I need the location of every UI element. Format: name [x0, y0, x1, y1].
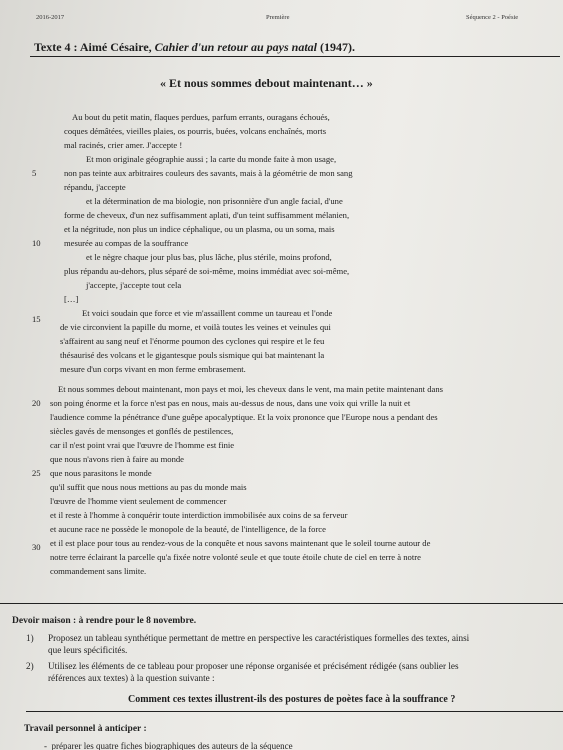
- poem-line: et il est place pour tous au rendez-vous de la conquête et nous savons maintenant que le soleil tourne autour de: [50, 538, 431, 548]
- poem-line: répandu, j'accepte: [64, 182, 126, 192]
- devoir-item-text: Proposez un tableau synthétique permettant de mettre en perspective les caractéristiques formelles des textes, ainsi: [48, 633, 470, 643]
- line-number: 15: [32, 314, 41, 324]
- line-number: 30: [32, 542, 41, 552]
- title-rule: [30, 56, 560, 57]
- devoir-title: Devoir maison : à rendre pour le 8 novembre.: [12, 616, 197, 626]
- poem-line: Et mon originale géographie aussi ; la carte du monde faite à mon usage,: [86, 154, 337, 164]
- poem-line: que nous parasitons le monde: [50, 468, 152, 478]
- poem-line: et le nègre chaque jour plus bas, plus lâche, plus stérile, moins profond,: [86, 252, 332, 262]
- devoir-question: Comment ces textes illustrent-ils des postures de poètes face à la souffrance ?: [128, 694, 456, 705]
- poem-line: siècles gavés de mensonges et gonflés de pestilences,: [50, 426, 234, 436]
- poem-line: mesurée au compas de la souffrance: [64, 238, 189, 248]
- poem-line: Et nous sommes debout maintenant, mon pays et moi, les cheveux dans le vent, ma main petite maintenant dans: [58, 384, 443, 394]
- poem-line: l'œuvre de l'homme vient seulement de commencer: [50, 496, 227, 506]
- poem-line: car il n'est point vrai que l'œuvre de l'homme est finie: [50, 440, 235, 450]
- poem-line: l'audience comme la pénétrance d'une guêpe apocalyptique. Et la voix prononce que l'Europe nous a pendant des: [50, 412, 438, 422]
- poem-line: s'affairent au sang neuf et l'énorme poumon des cyclones qui respire et le feu: [60, 336, 325, 346]
- poem-line: non pas teinte aux arbitraires couleurs des savants, mais à la géométrie de mon sang: [64, 168, 353, 178]
- header-class: Première: [266, 14, 290, 21]
- poem-line: qu'il suffit que nous nous mettions au pas du monde mais: [50, 482, 247, 492]
- header-sequence: Séquence 2 - Poésie: [466, 14, 519, 21]
- line-number: 20: [32, 398, 41, 408]
- poem-line: plus répandu au-dehors, plus séparé de soi-même, moins immédiat avec soi-même,: [64, 266, 350, 276]
- section-rule: [0, 603, 563, 604]
- travail-title: Travail personnel à anticiper :: [24, 724, 147, 734]
- poem-line: notre terre éclairant la parcelle qu'a fixée notre volonté seule et que toute étoile chute de ciel en terre à notre: [50, 552, 421, 562]
- poem-line: thésaurisé des volcans et le gigantesque pouls sismique qui bat maintenant la: [60, 350, 325, 360]
- poem-line: de vie circonvient la papille du morne, et voilà toutes les veines et veinules qui: [60, 322, 331, 332]
- poem-subtitle: « Et nous sommes debout maintenant… »: [160, 76, 373, 90]
- poem-line: que nous n'avons rien à faire au monde: [50, 454, 184, 464]
- devoir-item-text: Utilisez les éléments de ce tableau pour proposer une réponse organisée et précisément rédigée (sans oublier les: [48, 661, 459, 671]
- line-number: 10: [32, 238, 41, 248]
- poem-line: j'accepte, j'accepte tout cela: [86, 280, 182, 290]
- poem-line: et aucune race ne possède le monopole de la beauté, de l'intelligence, de la force: [50, 524, 326, 534]
- text-title: Texte 4 : Aimé Césaire, Cahier d'un retour au pays natal (1947).: [34, 40, 356, 54]
- poem-line: son poing énorme et la force n'est pas en nous, mais au-dessus de nous, dans une voix qui vrille la nuit et: [50, 398, 411, 408]
- poem-line: mal racinés, crier amer. J'accepte !: [64, 140, 183, 150]
- line-number: 25: [32, 468, 41, 478]
- poem-line: et il reste à l'homme à conquérir toute interdiction immobilisée aux coins de sa ferveur: [50, 510, 348, 520]
- travail-item: - préparer les quatre fiches biographiques des auteurs de la séquence: [44, 741, 293, 750]
- section-rule: [26, 711, 563, 712]
- header-year: 2016-2017: [36, 14, 65, 21]
- devoir-item-text: que leurs spécificités.: [48, 645, 128, 655]
- poem-line: Au bout du petit matin, flaques perdues, parfum errants, ouragans échoués,: [72, 112, 330, 122]
- poem-line: et la détermination de ma biologie, non prisonnière d'un angle facial, d'une: [86, 196, 343, 206]
- poem-line: coques démâtées, vieilles plaies, os pourris, buées, volcans enchaînés, morts: [64, 126, 327, 136]
- poem-line: […]: [64, 294, 79, 304]
- line-number: 5: [32, 168, 37, 178]
- poem-line: commandement sans limite.: [50, 566, 147, 576]
- poem-line: et la négritude, non plus un indice céphalique, ou un plasma, ou un soma, mais: [64, 224, 335, 234]
- devoir-item-number: 1): [26, 633, 34, 643]
- poem-line: forme de cheveux, d'un nez suffisamment aplati, d'un teint suffisamment mélanien,: [64, 210, 350, 220]
- poem-line: Et voici soudain que force et vie m'assaillent comme un taureau et l'onde: [82, 308, 333, 318]
- poem-line: mesure d'un corps vivant en mon ferme embrasement.: [60, 364, 246, 374]
- devoir-item-text: références aux textes) à la question suivante :: [48, 673, 215, 683]
- devoir-item-number: 2): [26, 661, 34, 671]
